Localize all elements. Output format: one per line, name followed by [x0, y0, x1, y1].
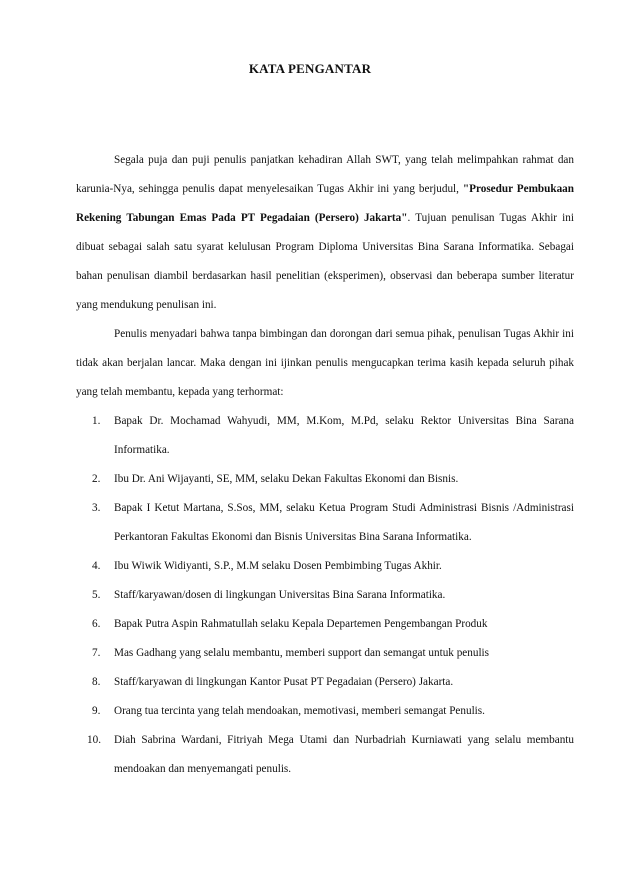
list-item — [76, 726, 574, 784]
list-item-number: 8. — [92, 676, 101, 688]
list-item-text: Ibu Wiwik Widiyanti, S.P., M.M selaku Dosen Pembimbing Tugas Akhir. — [114, 560, 442, 572]
list-item-number: 4. — [92, 560, 101, 572]
acknowledgement-list — [76, 407, 574, 784]
list-item — [76, 407, 574, 465]
list-item-number: 2. — [92, 473, 101, 485]
list-item-text: Mas Gadhang yang selalu membantu, memberi support dan semangat untuk penulis — [114, 647, 490, 659]
list-item-text: Diah Sabrina Wardani, Fitriyah Mega Utami dan Nurbadriah Kurniawati yang selalu membantu mendoakan dan menyemangati penulis. — [114, 734, 574, 775]
list-item-text: Orang tua tercinta yang telah mendoakan, memotivasi, memberi semangat Penulis. — [114, 705, 485, 717]
list-item — [76, 494, 574, 552]
list-item-text: Bapak Dr. Mochamad Wahyudi, MM, M.Kom, M.Pd, selaku Rektor Universitas Bina Sarana Informatika. — [114, 415, 574, 456]
list-item-text: Bapak I Ketut Martana, S.Sos, MM, selaku Ketua Program Studi Administrasi Bisnis /Administrasi Perkantoran Fakultas Ekonomi dan Bisnis Universitas Bina Sarana Informatika. — [114, 502, 574, 543]
thesis-title: "Prosedur Pembukaan Rekening Tabungan Emas Pada PT Pegadaian (Persero) Jakarta" — [76, 183, 574, 224]
list-item — [76, 668, 574, 697]
paragraph-intro — [76, 146, 574, 320]
document-body — [76, 146, 574, 784]
list-item-number: 6. — [92, 618, 101, 630]
list-item-number: 1. — [92, 415, 101, 427]
list-item-number: 7. — [92, 647, 101, 659]
list-item-text: Bapak Putra Aspin Rahmatullah selaku Kepala Departemen Pengembangan Produk — [114, 618, 488, 630]
list-item — [76, 639, 574, 668]
list-item-text: Ibu Dr. Ani Wijayanti, SE, MM, selaku Dekan Fakultas Ekonomi dan Bisnis. — [114, 473, 459, 485]
list-item — [76, 465, 574, 494]
paragraph-thanks: Penulis menyadari bahwa tanpa bimbingan dan dorongan dari semua pihak, penulisan Tugas Akhir ini tidak akan berjalan lancar. Maka dengan ini ijinkan penulis mengucapkan terima kasih kepada seluruh pihak yang telah membantu, kepada yang terhormat: — [76, 328, 574, 398]
list-item — [76, 552, 574, 581]
list-item — [76, 581, 574, 610]
list-item-number: 3. — [92, 502, 101, 514]
list-item-text: Staff/karyawan di lingkungan Kantor Pusat PT Pegadaian (Persero) Jakarta. — [114, 676, 454, 688]
paragraph-intro-text: Segala puja dan puji penulis panjatkan kehadiran Allah SWT, yang telah melimpahkan rahmat dan karunia-Nya, sehingga penulis dapat menyelesaikan Tugas Akhir ini yang berjudul, — [76, 154, 574, 195]
list-item — [76, 610, 574, 639]
list-item-text: Staff/karyawan/dosen di lingkungan Universitas Bina Sarana Informatika. — [114, 589, 446, 601]
list-item-number: 10. — [87, 734, 101, 746]
list-item-number: 5. — [92, 589, 101, 601]
paragraph-intro-text-2: . Tujuan penulisan Tugas Akhir ini dibuat sebagai salah satu syarat kelulusan Program Diploma Universitas Bina Sarana Informatika. Sebagai bahan penulisan diambil berdasarkan hasil penelitian (eksperimen), observasi dan beberapa sumber literatur yang mendukung penulisan ini. — [76, 212, 574, 311]
page-title: KATA PENGANTAR — [248, 61, 372, 76]
list-item — [76, 697, 574, 726]
list-item-number: 9. — [92, 705, 101, 717]
